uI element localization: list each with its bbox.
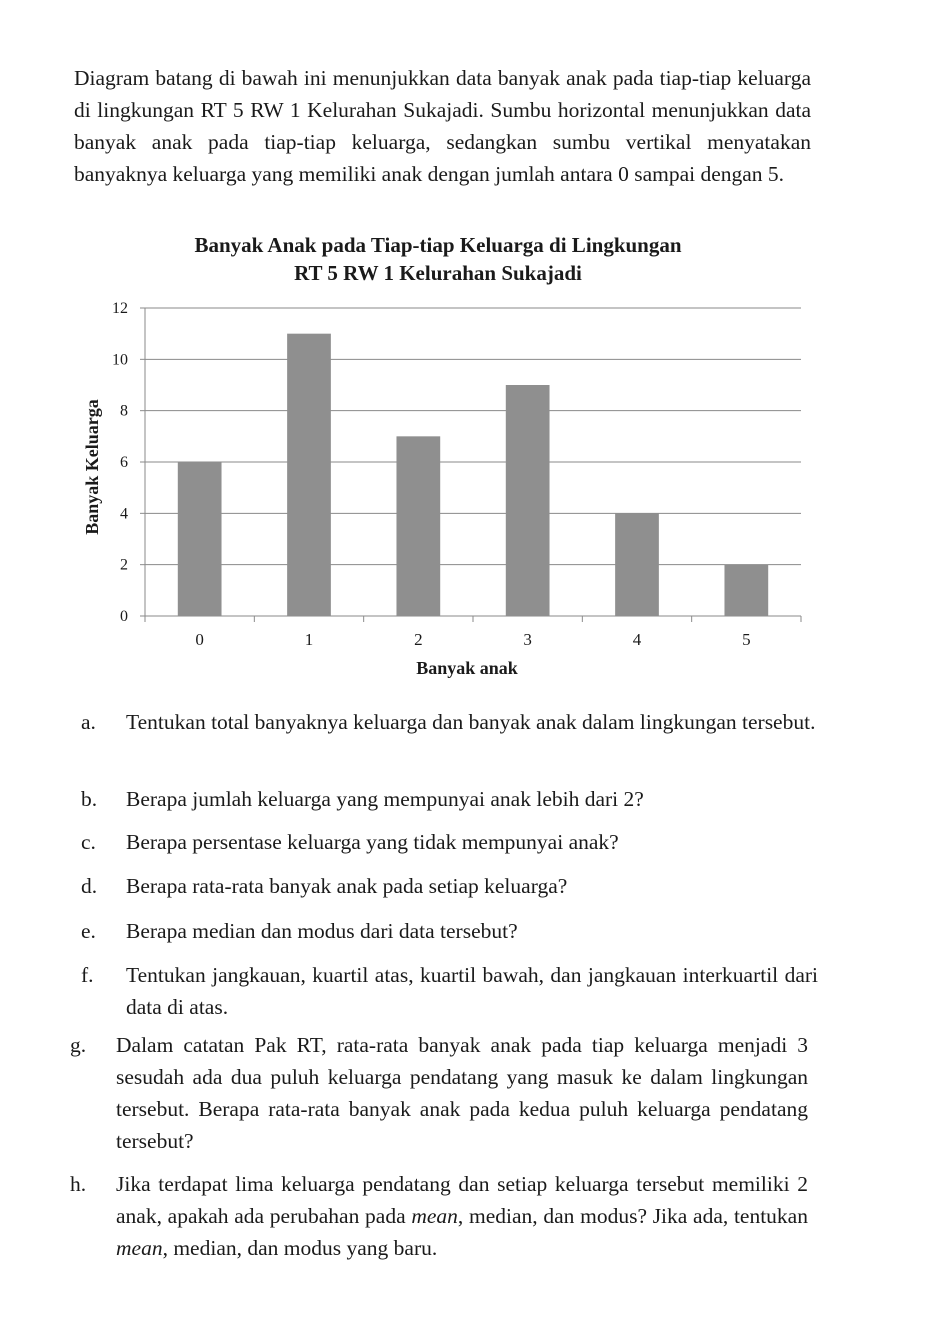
question-h xyxy=(70,1168,808,1264)
x-axis-title: Banyak anak xyxy=(416,658,518,678)
question-e xyxy=(81,915,818,947)
question-letter: d. xyxy=(81,874,98,898)
y-tick-label: 2 xyxy=(120,556,128,574)
question-letter: b. xyxy=(81,787,98,811)
bar xyxy=(178,462,222,616)
question-h-part1: Jika terdapat lima keluarga pendatang dan setiap keluarga tersebut memiliki 2 anak, apakah ada perubahan pada xyxy=(116,1172,808,1228)
x-tick-label: 1 xyxy=(304,630,314,649)
question-h-part2: , median, dan modus? Jika ada, tentukan xyxy=(457,1204,808,1228)
question-letter: f. xyxy=(81,963,94,987)
question-letter: h. xyxy=(70,1172,87,1196)
y-tick-label: 6 xyxy=(120,454,128,471)
question-g xyxy=(70,1029,808,1157)
intro-paragraph: Diagram batang di bawah ini menunjukkan data banyak anak pada tiap-tiap keluarga di lingkungan RT 5 RW 1 Kelurahan Sukajadi. Sumbu horizontal menunjukkan data banyak anak pada tiap-tiap keluarga, sedangkan sumbu vertikal menyatakan banyaknya keluarga yang memiliki anak dengan jumlah antara 0 sampai dengan 5. xyxy=(74,66,811,186)
question-c xyxy=(81,826,818,858)
y-tick-label: 8 xyxy=(120,402,128,420)
question-letter: e. xyxy=(81,919,96,943)
question-text: Tentukan jangkauan, kuartil atas, kuartil bawah, dan jangkauan interkuartil dari data di atas. xyxy=(126,963,818,1019)
bar-chart xyxy=(70,290,810,690)
chart-title-line2: RT 5 RW 1 Kelurahan Sukajadi xyxy=(294,261,582,285)
mean-term: mean xyxy=(411,1204,458,1228)
y-tick-label: 4 xyxy=(120,505,128,523)
x-tick-label: 5 xyxy=(742,630,751,649)
y-axis-title: Banyak Keluarga xyxy=(82,399,102,535)
bar xyxy=(724,565,768,616)
question-a xyxy=(81,706,818,738)
mean-term: mean xyxy=(116,1236,163,1260)
bar xyxy=(396,436,440,616)
bar xyxy=(615,513,659,616)
question-text: Tentukan total banyaknya keluarga dan banyak anak dalam lingkungan tersebut. xyxy=(126,710,816,734)
question-text: Berapa median dan modus dari data tersebut? xyxy=(126,919,518,943)
question-text: Berapa rata-rata banyak anak pada setiap keluarga? xyxy=(126,874,568,898)
question-b xyxy=(81,783,818,815)
question-text xyxy=(116,1168,808,1264)
x-tick-label: 2 xyxy=(414,630,423,649)
question-text: Dalam catatan Pak RT, rata-rata banyak anak pada tiap keluarga menjadi 3 sesudah ada dua puluh keluarga pendatang yang masuk ke dalam lingkungan tersebut. Berapa rata-rata banyak anak pada kedua puluh keluarga pendatang tersebut? xyxy=(116,1033,808,1153)
question-letter: g. xyxy=(70,1033,87,1057)
bar xyxy=(287,334,331,616)
question-f xyxy=(81,959,818,1023)
question-letter: a. xyxy=(81,710,96,734)
x-tick-label: 3 xyxy=(523,630,532,649)
chart-title xyxy=(74,231,802,287)
question-h-part3: , median, dan modus yang baru. xyxy=(162,1236,438,1260)
x-tick-label: 4 xyxy=(632,630,642,649)
question-text: Berapa jumlah keluarga yang mempunyai anak lebih dari 2? xyxy=(126,787,644,811)
question-text: Berapa persentase keluarga yang tidak mempunyai anak? xyxy=(126,830,619,854)
y-tick-label: 0 xyxy=(120,608,128,625)
y-tick-label: 10 xyxy=(112,351,128,369)
question-d xyxy=(81,870,818,902)
x-tick-label: 0 xyxy=(195,630,204,649)
bar xyxy=(506,385,550,616)
chart-title-line1: Banyak Anak pada Tiap-tiap Keluarga di Lingkungan xyxy=(194,233,682,257)
y-tick-label: 12 xyxy=(112,300,128,317)
question-letter: c. xyxy=(81,830,96,854)
